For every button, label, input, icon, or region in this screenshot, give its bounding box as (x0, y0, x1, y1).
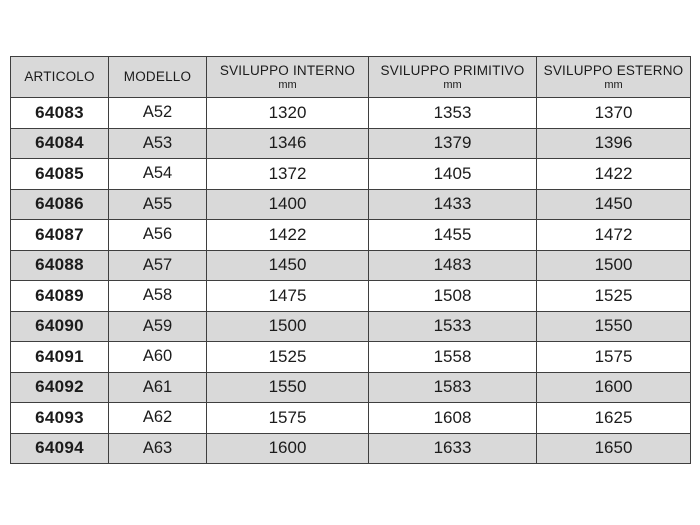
cell-modello: A53 (109, 128, 207, 159)
cell-sviluppo-esterno: 1472 (537, 220, 691, 251)
cell-sviluppo-esterno: 1550 (537, 311, 691, 342)
cell-sviluppo-primitivo: 1483 (369, 250, 537, 281)
cell-articolo: 64083 (11, 98, 109, 129)
cell-sviluppo-primitivo: 1433 (369, 189, 537, 220)
cell-sviluppo-interno: 1346 (207, 128, 369, 159)
column-header-sviluppo-esterno-label: SVILUPPO ESTERNO (543, 62, 684, 78)
column-header-sviluppo-interno-unit: mm (278, 78, 297, 91)
cell-modello: A57 (109, 250, 207, 281)
column-header-sviluppo-interno-label: SVILUPPO INTERNO (219, 62, 356, 78)
cell-sviluppo-primitivo: 1455 (369, 220, 537, 251)
cell-sviluppo-interno: 1422 (207, 220, 369, 251)
column-header-modello-label: MODELLO (123, 69, 192, 85)
cell-sviluppo-esterno: 1450 (537, 189, 691, 220)
cell-sviluppo-esterno: 1600 (537, 372, 691, 403)
table-row (11, 281, 691, 312)
cell-articolo: 64085 (11, 159, 109, 190)
column-header-sviluppo-primitivo-label: SVILUPPO PRIMITIVO (380, 62, 525, 78)
table-row (11, 98, 691, 129)
cell-sviluppo-esterno: 1422 (537, 159, 691, 190)
cell-modello: A58 (109, 281, 207, 312)
cell-modello: A61 (109, 372, 207, 403)
column-header-sviluppo-primitivo (369, 57, 537, 98)
cell-sviluppo-primitivo: 1508 (369, 281, 537, 312)
table-header (11, 57, 691, 98)
column-header-sviluppo-interno (207, 57, 369, 98)
table-row (11, 189, 691, 220)
column-header-sviluppo-esterno (537, 57, 691, 98)
cell-sviluppo-interno: 1400 (207, 189, 369, 220)
cell-articolo: 64090 (11, 311, 109, 342)
cell-sviluppo-primitivo: 1633 (369, 433, 537, 464)
table-row (11, 372, 691, 403)
cell-sviluppo-primitivo: 1405 (369, 159, 537, 190)
table-row (11, 342, 691, 373)
cell-modello: A62 (109, 403, 207, 434)
cell-modello: A56 (109, 220, 207, 251)
cell-modello: A55 (109, 189, 207, 220)
cell-sviluppo-esterno: 1370 (537, 98, 691, 129)
header-row (11, 57, 691, 98)
table-row (11, 311, 691, 342)
column-header-sviluppo-esterno-unit: mm (604, 78, 623, 91)
table-row (11, 220, 691, 251)
cell-sviluppo-interno: 1550 (207, 372, 369, 403)
cell-articolo: 64086 (11, 189, 109, 220)
cell-articolo: 64087 (11, 220, 109, 251)
table-body (11, 98, 691, 464)
cell-sviluppo-interno: 1525 (207, 342, 369, 373)
cell-sviluppo-esterno: 1500 (537, 250, 691, 281)
column-header-sviluppo-primitivo-unit: mm (443, 78, 462, 91)
cell-articolo: 64093 (11, 403, 109, 434)
cell-sviluppo-primitivo: 1379 (369, 128, 537, 159)
cell-sviluppo-esterno: 1525 (537, 281, 691, 312)
cell-articolo: 64084 (11, 128, 109, 159)
cell-articolo: 64089 (11, 281, 109, 312)
cell-sviluppo-primitivo: 1583 (369, 372, 537, 403)
column-header-modello (109, 57, 207, 98)
cell-sviluppo-interno: 1450 (207, 250, 369, 281)
cell-sviluppo-primitivo: 1558 (369, 342, 537, 373)
cell-modello: A63 (109, 433, 207, 464)
cell-sviluppo-interno: 1575 (207, 403, 369, 434)
table-row (11, 250, 691, 281)
cell-sviluppo-interno: 1320 (207, 98, 369, 129)
cell-sviluppo-interno: 1372 (207, 159, 369, 190)
cell-articolo: 64088 (11, 250, 109, 281)
cell-sviluppo-esterno: 1396 (537, 128, 691, 159)
table-row (11, 128, 691, 159)
cell-sviluppo-interno: 1500 (207, 311, 369, 342)
cell-sviluppo-esterno: 1575 (537, 342, 691, 373)
specification-table (10, 56, 691, 464)
cell-articolo: 64094 (11, 433, 109, 464)
cell-sviluppo-interno: 1600 (207, 433, 369, 464)
cell-articolo: 64091 (11, 342, 109, 373)
cell-modello: A59 (109, 311, 207, 342)
table-row (11, 159, 691, 190)
cell-sviluppo-esterno: 1625 (537, 403, 691, 434)
cell-sviluppo-esterno: 1650 (537, 433, 691, 464)
column-header-articolo (11, 57, 109, 98)
cell-sviluppo-primitivo: 1608 (369, 403, 537, 434)
cell-modello: A54 (109, 159, 207, 190)
cell-modello: A52 (109, 98, 207, 129)
cell-sviluppo-interno: 1475 (207, 281, 369, 312)
cell-modello: A60 (109, 342, 207, 373)
cell-sviluppo-primitivo: 1533 (369, 311, 537, 342)
column-header-articolo-label: ARTICOLO (24, 69, 95, 85)
table-row (11, 433, 691, 464)
cell-sviluppo-primitivo: 1353 (369, 98, 537, 129)
cell-articolo: 64092 (11, 372, 109, 403)
table-row (11, 403, 691, 434)
